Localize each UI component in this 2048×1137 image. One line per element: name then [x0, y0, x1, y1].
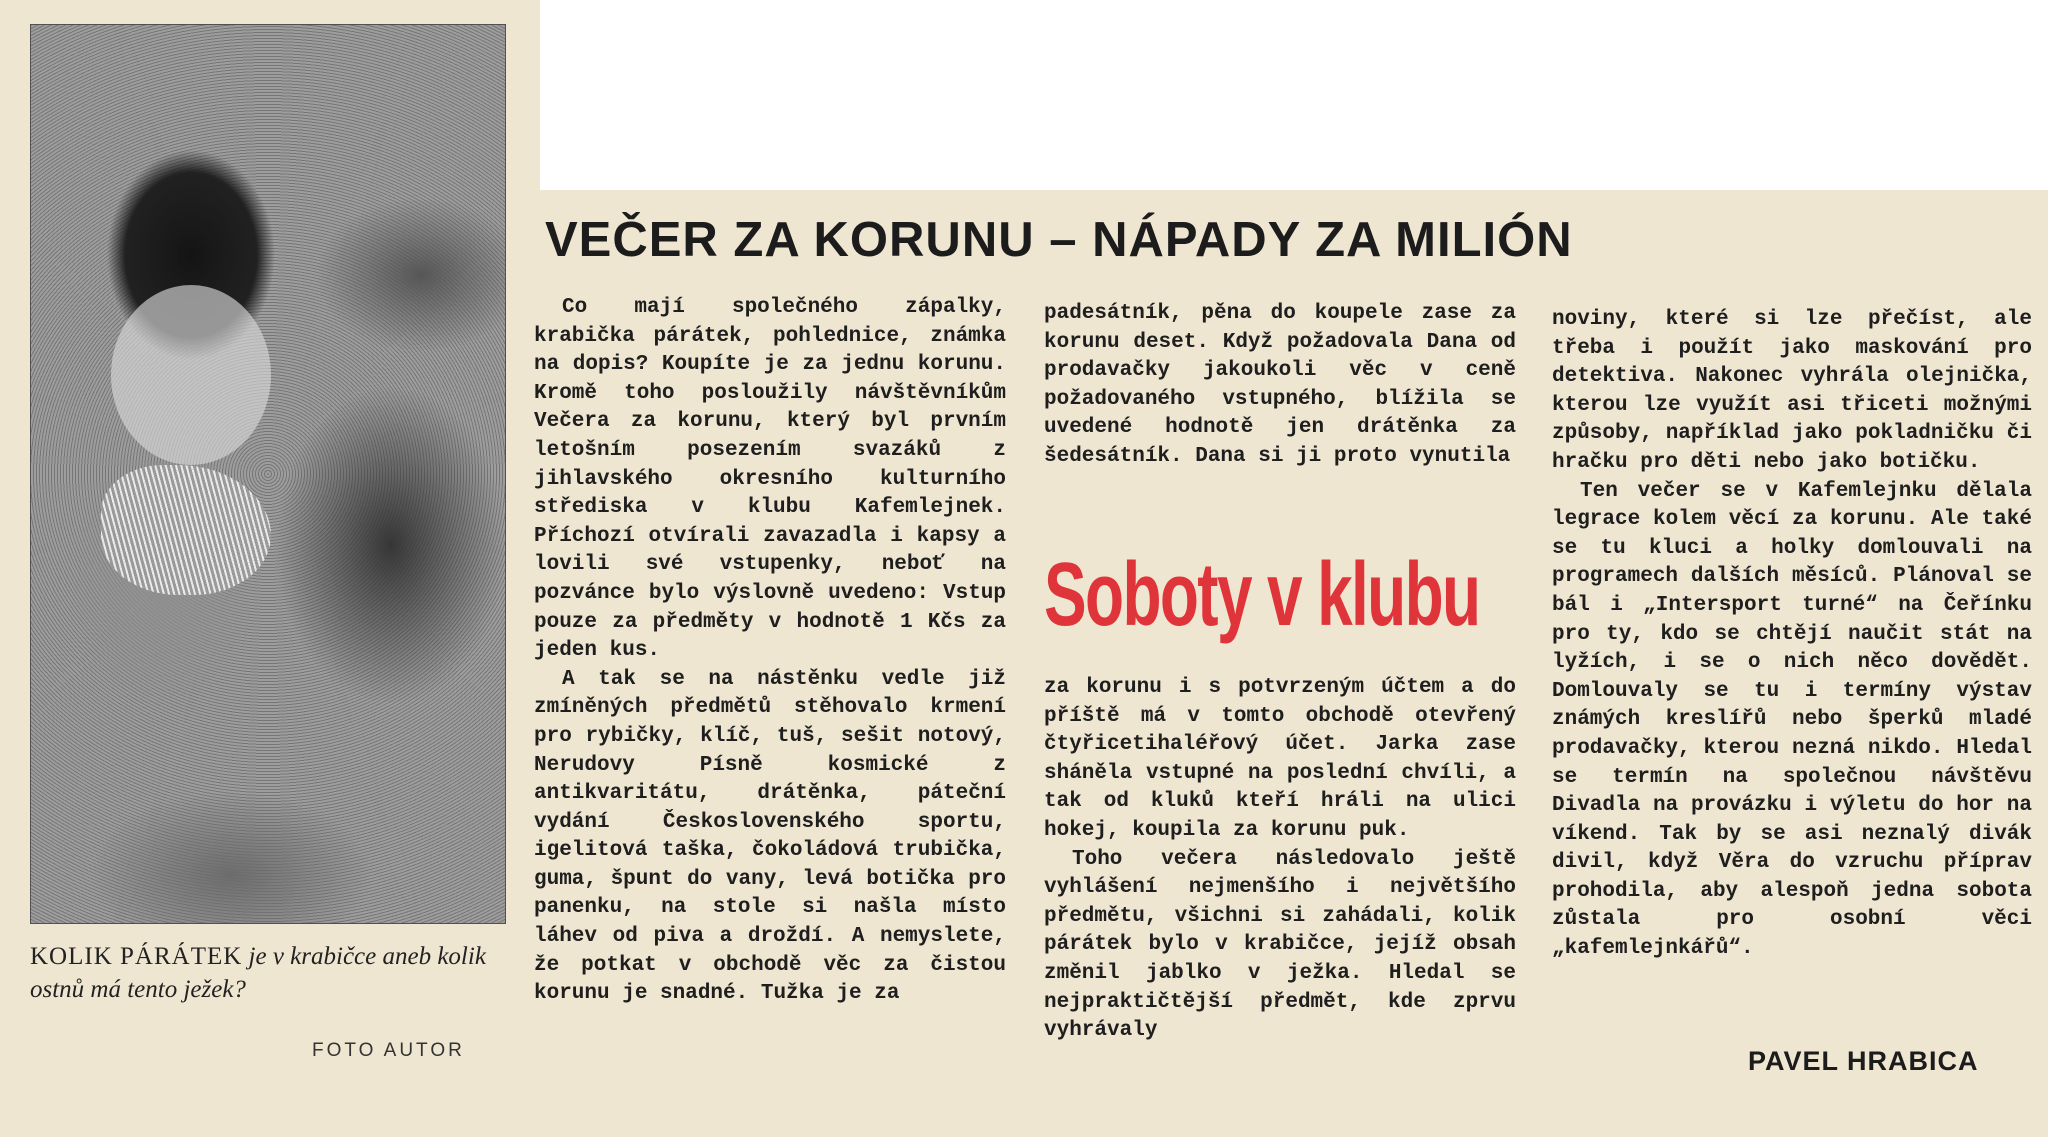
author-byline: PAVEL HRABICA — [1748, 1046, 1979, 1076]
paragraph: noviny, které si lze přečíst, ale třeba i použít jako maskování pro detektiva. Nakonec vyhrála olejnička, kterou lze využít asi třiceti možnými způsoby, například jako pokladničku či hračku pro děti nebo jako botičku. — [1552, 308, 2032, 474]
caption-text: je v krabičce aneb kolik ostnů má tento ježek? — [30, 943, 486, 1003]
article-photo — [30, 24, 506, 924]
article-column-1 — [534, 294, 1006, 1009]
paragraph: Toho večera následovalo ještě vyhlášení nejmenšího i největšího předmětu, všichni si zahádali, kolik párátek bylo v krabičce, jejíž obsah změnil jablko v ježka. Hledal se nejpraktičtější předmět, kde zprvu vyhrávaly — [1044, 847, 1516, 1043]
paragraph: za korunu i s potvrzeným účtem a do příště má v tomto obchodě otevřený čtyřicetihaléřový účet. Jarka zase sháněla vstupné na poslední chvíli, a tak od kluků kteří hráli na ulici hokej, koupila za korunu puk. — [1044, 676, 1516, 842]
paragraph: A tak se na nástěnku vedle již zmíněných předmětů stěhovalo krmení pro rybičky, klíč, tuš, sešit notový, Nerudovy Písně kosmické z antikvaritátu, drátěnka, páteční vydání Československého sportu, igelitová taška, čokoládová trubička, guma, špunt do vany, levá botička pro panenku, na stole si našla místo láhev od piva a droždí. A nemyslete, že potkat v obchodě věc za čistou korunu je snadné. Tužka je za — [534, 667, 1006, 1006]
article-column-3 — [1552, 306, 2032, 964]
paragraph: Co mají společného zápalky, krabička párátek, pohlednice, známka na dopis? Koupíte je za jednu korunu. Kromě toho posloužily návštěvníkům Večera za korunu, který byl prvním letošním posezením svazáků z jihlavského okresního kulturního střediska v klubu Kafemlejnek. Příchozí otvírali zavazadla i kapsy a lovili své vstupenky, neboť na pozvánce bylo výslovně uvedeno: Vstup pouze za předměty v hodnotě 1 Kčs za jeden kus. — [534, 296, 1006, 663]
section-kicker: Soboty v klubu — [1044, 543, 1480, 645]
photo-face — [111, 285, 271, 465]
article-column-2-bottom — [1044, 674, 1516, 1046]
photo-hedgehog — [101, 465, 271, 595]
photo-caption — [30, 940, 510, 1006]
paragraph: padesátník, pěna do koupele zase za korunu deset. Když požadovala Dana od prodavačky jakoukoli věc v ceně požadovaného vstupného, blížila se uvedené hodnotě jen drátěnka za šedesátník. Dana si ji proto vynutila — [1044, 302, 1516, 468]
article-column-2-top — [1044, 300, 1516, 472]
paragraph: Ten večer se v Kafemlejnku dělala legrace kolem věcí za korunu. Ale také se tu kluci a holky domlouvali na programech dalších měsíců. Plánoval se bál i „Intersport turné“ na Čeřínku pro ty, kdo se chtějí naučit stát na lyžích, i se o nich něco dovědět. Domlouvaly se tu i termíny výstav známých kreslířů nebo šperků mladé prodavačky, kterou nezná nikdo. Hledal se termín na společnou návštěvu Divadla na provázku i výletu do hor na víkend. Tak by se asi neznalý divák divil, když Věra do vzruchu příprav prohodila, aby alespoň jedna sobota zůstala pro osobní věci „kafemlejnkářů“. — [1552, 479, 2032, 961]
clipping-cut-corner — [540, 0, 2048, 190]
article-headline: VEČER ZA KORUNU – NÁPADY ZA MILIÓN — [545, 213, 1573, 267]
photo-credit: FOTO AUTOR — [312, 1040, 465, 1061]
caption-lead: KOLIK PÁRÁTEK — [30, 943, 243, 970]
